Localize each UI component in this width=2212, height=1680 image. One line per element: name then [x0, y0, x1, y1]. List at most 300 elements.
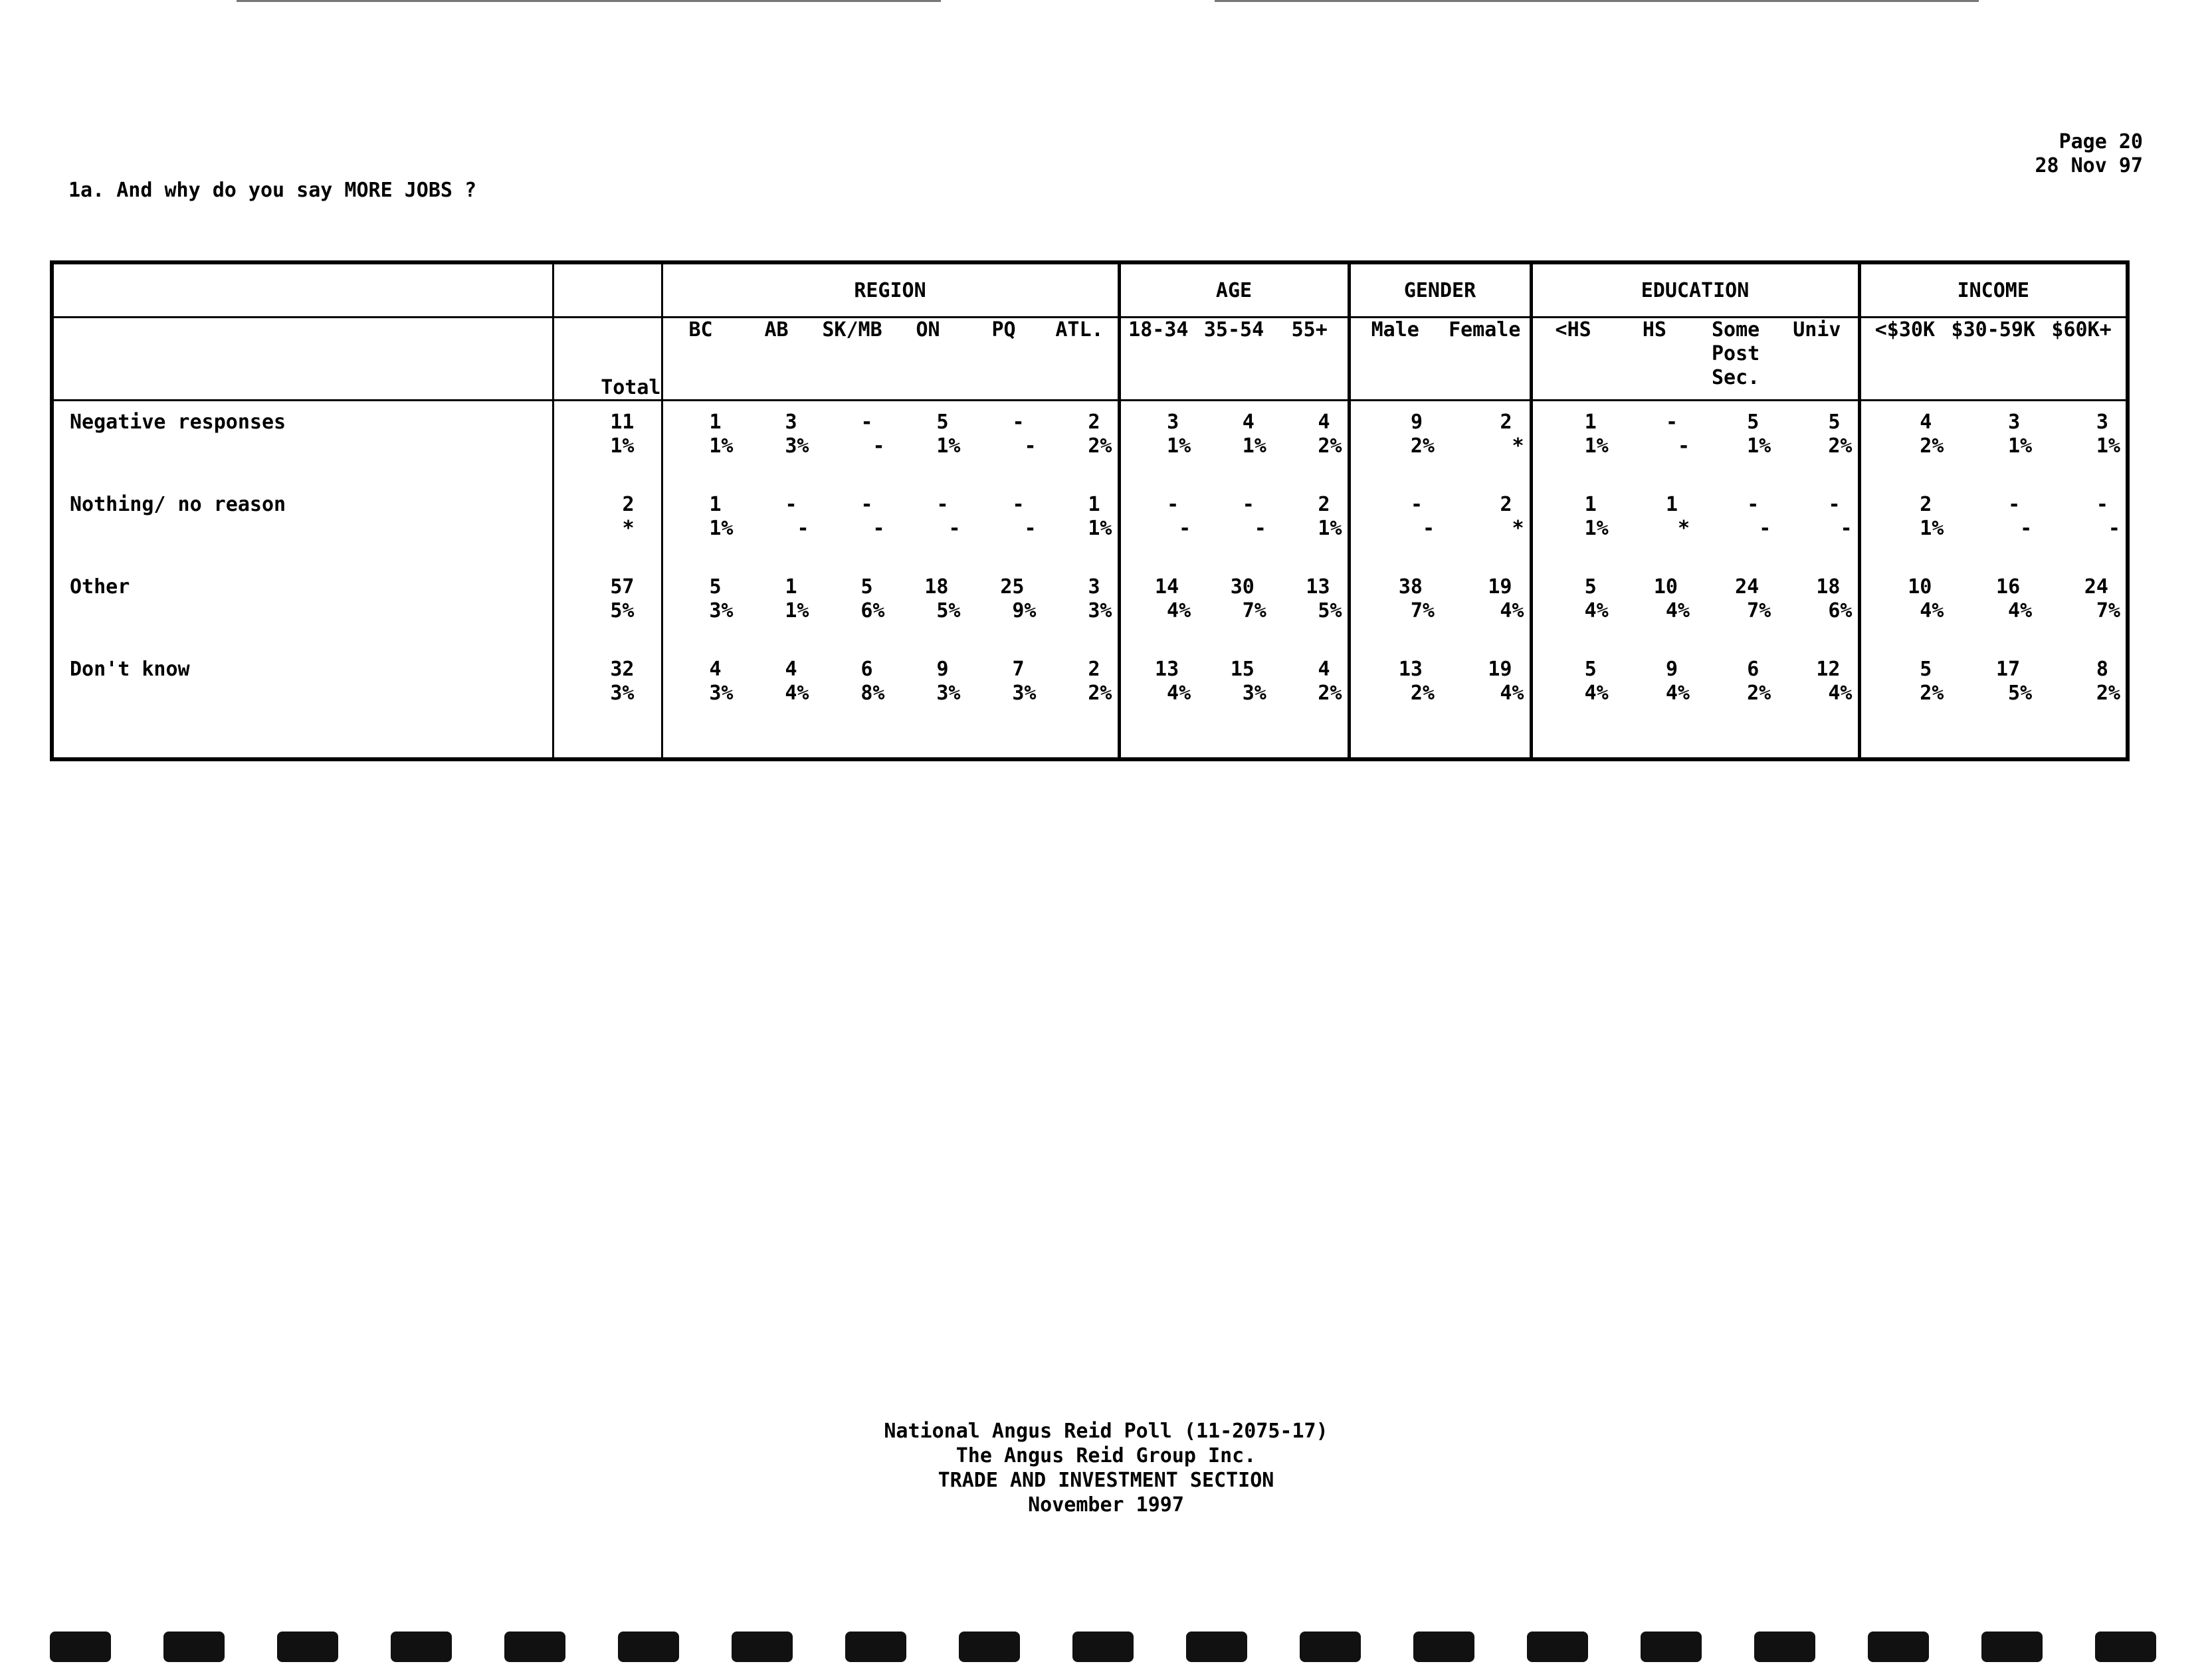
region-cells [663, 493, 1118, 541]
cell-count: - [860, 493, 873, 516]
column-header: Univ [1793, 318, 1841, 341]
data-cell [815, 658, 890, 705]
cell-count: 3 [1088, 575, 1100, 599]
cell-count: 7 [1012, 658, 1025, 681]
total-count: 57 [610, 575, 635, 599]
data-cell [1272, 493, 1348, 541]
cell-count: 8 [2096, 658, 2108, 681]
cell-count: 1 [1665, 493, 1678, 516]
data-cell [1042, 493, 1118, 541]
total-count: 2 [622, 493, 635, 516]
cell-count: 5 [1920, 658, 1932, 681]
data-cell [890, 575, 966, 623]
data-cell [1861, 575, 1950, 623]
column-header: $30-59K [1951, 318, 2035, 341]
punch-hole [1186, 1632, 1247, 1662]
cell-percent: 4% [1584, 599, 1609, 622]
cell-count: 15 [1230, 658, 1255, 681]
cell-count: - [2096, 493, 2108, 516]
cell-count: - [1665, 411, 1678, 434]
cell-percent: - [872, 517, 885, 540]
total-percent: * [622, 517, 635, 540]
data-cell [1440, 575, 1530, 623]
cell-count: 9 [936, 658, 949, 681]
cell-count: 13 [1398, 658, 1423, 681]
column-header-blank [52, 318, 553, 401]
table-row [52, 401, 2128, 484]
cell-percent: - [1759, 517, 1771, 540]
data-cell [1351, 575, 1441, 623]
cell-count: 2 [1088, 411, 1100, 434]
data-cell [890, 493, 966, 541]
cell-percent: 4% [1920, 599, 1944, 622]
cell-percent: 3% [1088, 599, 1112, 622]
group-header-row [52, 262, 2128, 318]
cell-percent: - [1024, 434, 1037, 458]
column-header: HS [1642, 318, 1666, 341]
age-columns [1121, 318, 1348, 399]
region-cells [663, 575, 1118, 623]
income-cells [1861, 411, 2126, 458]
cell-percent: 4% [1167, 599, 1191, 622]
income-columns [1861, 318, 2126, 399]
punch-hole [1981, 1632, 2043, 1662]
cell-percent: 4% [1828, 682, 1853, 705]
cell-percent: 4% [1665, 599, 1690, 622]
cell-percent: 1% [2096, 434, 2120, 458]
footer-line-1: National Angus Reid Poll (11-2075-17) [884, 1420, 1328, 1443]
table-row [52, 648, 2128, 759]
table-row [52, 484, 2128, 566]
punch-hole [959, 1632, 1020, 1662]
data-cell [1042, 575, 1118, 623]
data-cell [1440, 658, 1530, 705]
column-header: BC [688, 318, 713, 341]
data-cell [1949, 658, 2037, 705]
cell-percent: 4% [2008, 599, 2033, 622]
cell-count: 1 [709, 411, 722, 434]
income-cells [1861, 658, 2126, 705]
data-cell [1614, 493, 1695, 541]
cell-percent: 3% [1242, 682, 1266, 705]
cell-count: - [936, 493, 949, 516]
crosstab-table [50, 260, 2130, 761]
cell-count: 5 [936, 411, 949, 434]
cell-count: 5 [1747, 411, 1760, 434]
data-cell [1695, 658, 1776, 705]
cell-percent: 7% [1242, 599, 1266, 622]
cell-count: 6 [1747, 658, 1760, 681]
footer [0, 1419, 2212, 1517]
data-cell [966, 658, 1042, 705]
cell-percent: - [1254, 517, 1266, 540]
cell-percent: 1% [936, 434, 961, 458]
gender-cells [1351, 411, 1530, 458]
page-number: Page 20 [2059, 130, 2143, 153]
data-cell [663, 658, 739, 705]
punch-hole [1868, 1632, 1929, 1662]
cell-percent: - [1024, 517, 1037, 540]
cell-percent: 1% [709, 434, 734, 458]
cell-count: 24 [2084, 575, 2108, 599]
row-label: Nothing/ no reason [70, 493, 286, 516]
group-header-blank [52, 262, 553, 318]
data-cell [1949, 411, 2037, 458]
column-header: <HS [1555, 318, 1591, 341]
punch-hole [845, 1632, 906, 1662]
age-cells [1121, 411, 1348, 458]
cell-percent: 2% [1318, 434, 1342, 458]
cell-count: 18 [1816, 575, 1841, 599]
cell-percent: 1% [709, 517, 734, 540]
page-date: 28 Nov 97 [2035, 154, 2143, 177]
data-cell [1776, 493, 1857, 541]
row-label: Other [70, 575, 130, 599]
column-header: Some Post Sec. [1712, 318, 1760, 389]
cell-percent: 6% [860, 599, 885, 622]
row-label: Don't know [70, 658, 190, 681]
cell-count: 1 [785, 575, 797, 599]
cell-percent: 1% [1747, 434, 1771, 458]
cell-count: 30 [1230, 575, 1255, 599]
cell-count: 4 [1920, 411, 1932, 434]
cell-count: 3 [2096, 411, 2108, 434]
cell-count: 17 [1996, 658, 2021, 681]
punch-hole [2095, 1632, 2156, 1662]
group-header-education: EDUCATION [1531, 262, 1859, 318]
data-cell [1776, 411, 1857, 458]
cell-percent: 5% [936, 599, 961, 622]
data-cell [815, 411, 890, 458]
total-cell [554, 493, 661, 541]
cell-percent: 5% [2008, 682, 2033, 705]
cell-count: 4 [1318, 411, 1330, 434]
data-cell [1121, 658, 1197, 705]
cell-percent: 2% [2096, 682, 2120, 705]
cell-percent: 2% [1410, 682, 1435, 705]
cell-count: 5 [709, 575, 722, 599]
cell-count: 3 [785, 411, 797, 434]
cell-percent: * [1512, 434, 1524, 458]
cell-percent: 8% [860, 682, 885, 705]
data-cell [1533, 493, 1614, 541]
cell-count: 1 [1584, 493, 1597, 516]
top-edge-line-left [237, 0, 941, 2]
cell-count: 3 [1167, 411, 1179, 434]
data-cell [1196, 411, 1272, 458]
education-cells [1533, 411, 1858, 458]
gender-cells [1351, 658, 1530, 705]
cell-count: 16 [1996, 575, 2021, 599]
column-header: SK/MB [822, 318, 882, 341]
data-cell [2037, 575, 2126, 623]
column-header: <$30K [1874, 318, 1936, 341]
cell-percent: 2% [1747, 682, 1771, 705]
cell-count: 19 [1488, 575, 1512, 599]
cell-percent: 2% [1318, 682, 1342, 705]
cell-count: 14 [1155, 575, 1179, 599]
punch-hole [277, 1632, 338, 1662]
cell-count: 2 [1318, 493, 1330, 516]
data-cell [1042, 658, 1118, 705]
column-header: PQ [991, 318, 1016, 341]
group-header-region: REGION [662, 262, 1119, 318]
data-cell [966, 493, 1042, 541]
data-cell [1861, 658, 1950, 705]
group-header-total-blank [553, 262, 662, 318]
cell-percent: 1% [1318, 517, 1342, 540]
punch-hole [1072, 1632, 1134, 1662]
data-cell [1121, 411, 1197, 458]
cell-percent: 1% [1088, 517, 1112, 540]
cell-count: 2 [1920, 493, 1932, 516]
cell-percent: 7% [1410, 599, 1435, 622]
group-header-gender: GENDER [1349, 262, 1531, 318]
total-cell [554, 411, 661, 458]
cell-count: 10 [1908, 575, 1932, 599]
total-count: 11 [610, 411, 635, 434]
cell-percent: * [1677, 517, 1690, 540]
data-cell [1533, 411, 1614, 458]
total-cell [554, 575, 661, 623]
data-cell [1440, 493, 1530, 541]
region-columns [663, 318, 1118, 399]
column-header: ATL. [1055, 318, 1104, 341]
cell-count: 24 [1735, 575, 1760, 599]
cell-percent: 4% [1665, 682, 1690, 705]
cell-count: 1 [1584, 411, 1597, 434]
cell-count: 38 [1398, 575, 1423, 599]
education-columns [1533, 318, 1858, 399]
cell-count: 19 [1488, 658, 1512, 681]
cell-percent: 9% [1012, 599, 1037, 622]
data-cell [2037, 411, 2126, 458]
total-count: 32 [610, 658, 635, 681]
total-percent: 3% [610, 682, 635, 705]
cell-count: - [2008, 493, 2021, 516]
income-cells [1861, 493, 2126, 541]
cell-count: 1 [1088, 493, 1100, 516]
income-cells [1861, 575, 2126, 623]
group-header-income: INCOME [1859, 262, 2128, 318]
data-cell [1614, 658, 1695, 705]
cell-count: 2 [1500, 493, 1512, 516]
data-cell [1695, 411, 1776, 458]
data-cell [1614, 575, 1695, 623]
cell-percent: 5% [1318, 599, 1342, 622]
cell-count: 4 [785, 658, 797, 681]
data-cell [1351, 411, 1441, 458]
data-cell [1861, 411, 1950, 458]
data-cell [1196, 658, 1272, 705]
data-cell [663, 575, 739, 623]
cell-count: 3 [2008, 411, 2021, 434]
punch-hole [50, 1632, 111, 1662]
cell-count: 5 [1584, 575, 1597, 599]
cell-count: 4 [1242, 411, 1255, 434]
column-header: Male [1371, 318, 1419, 341]
data-cell [1695, 493, 1776, 541]
column-header: AB [764, 318, 789, 341]
cell-percent: - [1840, 517, 1853, 540]
data-cell [1351, 658, 1441, 705]
cell-percent: 1% [1584, 517, 1609, 540]
cell-percent: 2% [1088, 682, 1112, 705]
cell-percent: 2% [1920, 434, 1944, 458]
cell-count: 13 [1155, 658, 1179, 681]
cell-percent: 3% [1012, 682, 1037, 705]
cell-percent: 4% [1500, 599, 1524, 622]
data-cell [1196, 575, 1272, 623]
data-cell [1196, 493, 1272, 541]
punch-hole [1300, 1632, 1361, 1662]
age-cells [1121, 658, 1348, 705]
cell-percent: - [2020, 517, 2033, 540]
punch-hole [163, 1632, 225, 1662]
data-cell [1861, 493, 1950, 541]
cell-count: 13 [1306, 575, 1330, 599]
age-cells [1121, 575, 1348, 623]
table-row [52, 566, 2128, 648]
cell-count: 4 [1318, 658, 1330, 681]
column-header: 35-54 [1203, 318, 1264, 341]
data-cell [1776, 658, 1857, 705]
total-cell [554, 658, 661, 705]
top-edge-line-right [1215, 0, 1979, 2]
total-percent: 5% [610, 599, 635, 622]
cell-count: 5 [1828, 411, 1841, 434]
data-cell [739, 411, 815, 458]
cell-count: - [1828, 493, 1841, 516]
data-cell [1272, 658, 1348, 705]
cell-count: 5 [860, 575, 873, 599]
cell-count: 1 [709, 493, 722, 516]
cell-percent: 1% [1584, 434, 1609, 458]
data-cell [1949, 575, 2037, 623]
footer-line-2: The Angus Reid Group Inc. [955, 1444, 1257, 1467]
cell-percent: 1% [1242, 434, 1266, 458]
data-cell [1949, 493, 2037, 541]
gender-cells [1351, 575, 1530, 623]
cell-count: 2 [1088, 658, 1100, 681]
data-cell [1695, 575, 1776, 623]
data-cell [1351, 493, 1441, 541]
punch-hole [1527, 1632, 1588, 1662]
cell-count: 9 [1410, 411, 1423, 434]
cell-percent: 2% [1828, 434, 1853, 458]
gender-cells [1351, 493, 1530, 541]
cell-count: - [1410, 493, 1423, 516]
cell-percent: 2% [1920, 682, 1944, 705]
data-cell [1121, 493, 1197, 541]
punch-hole [504, 1632, 565, 1662]
region-cells [663, 411, 1118, 458]
cell-percent: - [1179, 517, 1191, 540]
column-header: $60K+ [2051, 318, 2112, 341]
question-text: 1a. And why do you say MORE JOBS ? [68, 179, 477, 202]
cell-percent: 7% [2096, 599, 2120, 622]
data-cell [1272, 575, 1348, 623]
cell-count: 25 [1000, 575, 1025, 599]
age-cells [1121, 493, 1348, 541]
data-cell [1533, 575, 1614, 623]
cell-percent: 4% [1584, 682, 1609, 705]
cell-count: 6 [860, 658, 873, 681]
data-cell [1533, 658, 1614, 705]
page-info [2035, 130, 2143, 178]
cell-percent: - [1677, 434, 1690, 458]
data-cell [1614, 411, 1695, 458]
cell-percent: - [948, 517, 961, 540]
total-percent: 1% [610, 434, 635, 458]
column-header: 18-34 [1128, 318, 1189, 341]
data-cell [966, 411, 1042, 458]
cell-percent: 4% [785, 682, 809, 705]
cell-count: - [1167, 493, 1179, 516]
cell-count: 10 [1653, 575, 1678, 599]
data-cell [890, 411, 966, 458]
footer-line-3: TRADE AND INVESTMENT SECTION [938, 1469, 1274, 1492]
cell-percent: - [797, 517, 809, 540]
data-cell [2037, 658, 2126, 705]
punch-hole [1413, 1632, 1474, 1662]
cell-percent: - [1422, 517, 1435, 540]
data-cell [1776, 575, 1857, 623]
cell-count: 12 [1816, 658, 1841, 681]
data-cell [663, 411, 739, 458]
cell-percent: 4% [1167, 682, 1191, 705]
data-cell [739, 658, 815, 705]
cell-percent: - [2108, 517, 2120, 540]
cell-count: - [860, 411, 873, 434]
punch-hole [732, 1632, 793, 1662]
cell-percent: 3% [785, 434, 809, 458]
footer-line-4: November 1997 [1028, 1493, 1184, 1517]
cell-percent: 3% [936, 682, 961, 705]
column-header-total: Total [553, 318, 662, 401]
cell-percent: 2% [1088, 434, 1112, 458]
data-cell [1272, 411, 1348, 458]
cell-percent: 2% [1410, 434, 1435, 458]
punch-hole [1641, 1632, 1702, 1662]
column-header-row [52, 318, 2128, 401]
data-cell [890, 658, 966, 705]
education-cells [1533, 658, 1858, 705]
data-cell [815, 575, 890, 623]
cell-count: - [1747, 493, 1760, 516]
cell-percent: 3% [709, 599, 734, 622]
cell-count: - [1012, 411, 1025, 434]
cell-count: - [1242, 493, 1255, 516]
cell-percent: 1% [1167, 434, 1191, 458]
cell-percent: 3% [709, 682, 734, 705]
data-cell [1440, 411, 1530, 458]
table-body [52, 401, 2128, 760]
cell-percent: - [872, 434, 885, 458]
cell-percent: 4% [1500, 682, 1524, 705]
data-cell [663, 493, 739, 541]
gender-columns [1351, 318, 1530, 399]
cell-percent: 1% [2008, 434, 2033, 458]
data-cell [815, 493, 890, 541]
cell-count: 9 [1665, 658, 1678, 681]
cell-count: 4 [709, 658, 722, 681]
education-cells [1533, 493, 1858, 541]
data-cell [2037, 493, 2126, 541]
data-cell [966, 575, 1042, 623]
region-cells [663, 658, 1118, 705]
punch-hole [1754, 1632, 1815, 1662]
